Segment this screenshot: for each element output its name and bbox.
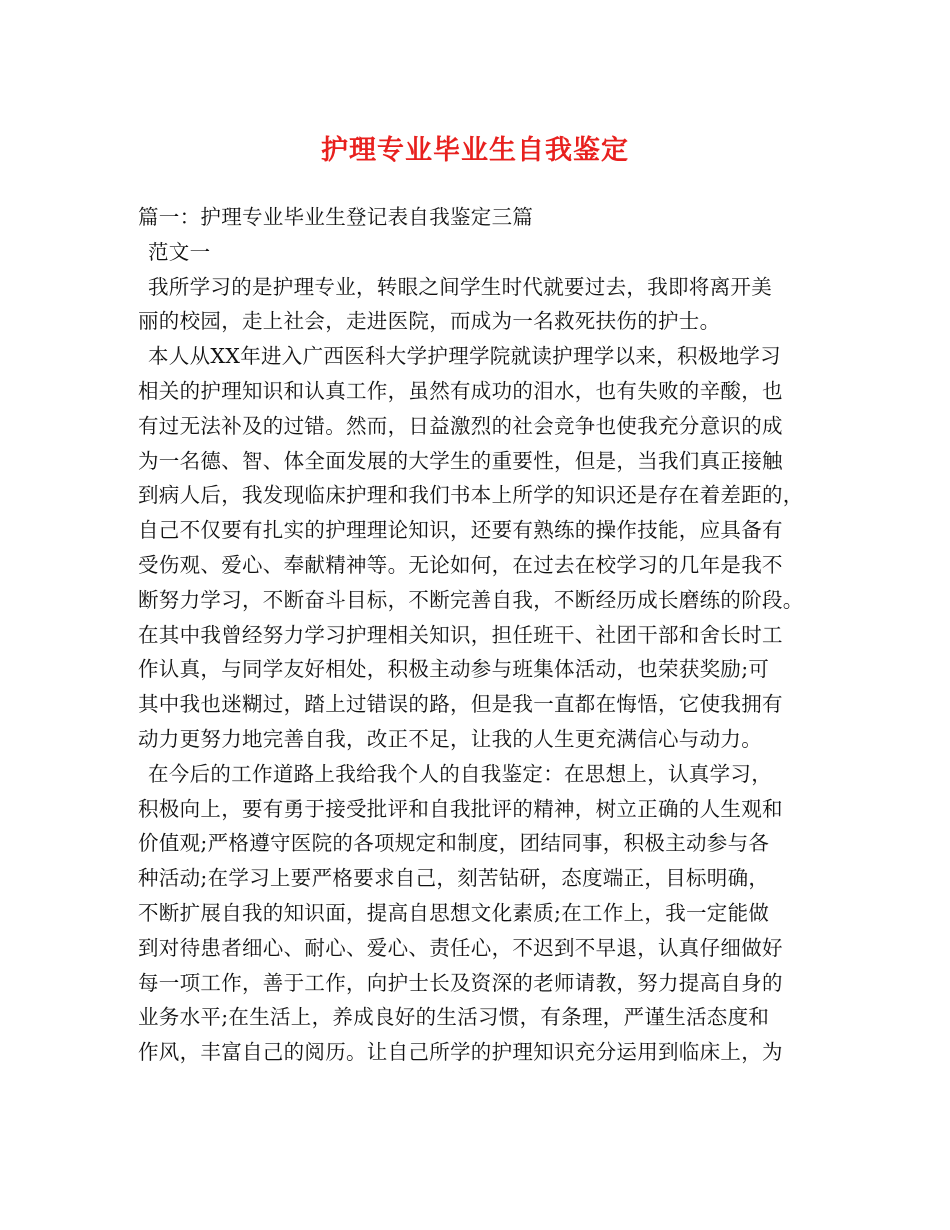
body-line: 断努力学习，不断奋斗目标，不断完善自我，不断经历成长磨练的阶段。	[138, 587, 804, 612]
body-line: 其中我也迷糊过，踏上过错误的路，但是我一直都在悔悟，它使我拥有	[138, 692, 783, 717]
body-line: 业务水平;在生活上，养成良好的生活习惯，有条理，严谨生活态度和	[138, 1005, 770, 1030]
body-line: 种活动;在学习上要严格要求自己，刻苦钻研，态度端正，目标明确，	[138, 866, 770, 891]
body-line: 积极向上，要有勇于接受批评和自我批评的精神，树立正确的人生观和	[138, 796, 783, 821]
document-title: 护理专业毕业生自我鉴定	[321, 135, 629, 166]
body-line: 自己不仅要有扎实的护理理论知识，还要有熟练的操作技能，应具备有	[138, 518, 783, 543]
body-line: 不断扩展自我的知识面，提高自思想文化素质;在工作上，我一定能做	[138, 900, 770, 925]
body-line: 相关的护理知识和认真工作，虽然有成功的泪水，也有失败的辛酸，也	[138, 378, 783, 403]
document-body	[138, 200, 828, 1070]
body-line: 本人从XX年进入广西医科大学护理学院就读护理学以来，积极地学习	[148, 344, 781, 369]
body-line: 每一项工作，善于工作，向护士长及资深的老师请教，努力提高自身的	[138, 970, 783, 995]
body-line: 在今后的工作道路上我给我个人的自我鉴定：在思想上，认真学习，	[148, 761, 772, 786]
body-line: 有过无法补及的过错。然而，日益激烈的社会竞争也使我充分意识的成	[138, 413, 783, 438]
body-line: 到对待患者细心、耐心、爱心、责任心，不迟到不早退，认真仔细做好	[138, 935, 783, 960]
body-line: 动力更努力地完善自我，改正不足，让我的人生更充满信心与动力。	[138, 726, 762, 751]
body-line: 丽的校园，走上社会，走进医院，而成为一名救死扶伤的护士。	[138, 309, 721, 334]
body-line: 作风，丰富自己的阅历。让自己所学的护理知识充分运用到临床上，为	[138, 1040, 783, 1065]
body-line: 到病人后，我发现临床护理和我们书本上所学的知识还是存在着差距的，	[138, 483, 804, 508]
section-heading: 篇一：护理专业毕业生登记表自我鉴定三篇	[138, 205, 534, 229]
body-line: 为一名德、智、体全面发展的大学生的重要性，但是，当我们真正接触	[138, 448, 783, 473]
body-line: 我所学习的是护理专业，转眼之间学生时代就要过去，我即将离开美	[148, 274, 772, 299]
body-line: 作认真，与同学友好相处，积极主动参与班集体活动，也荣获奖励;可	[138, 657, 770, 682]
subsection-heading: 范文一	[148, 239, 211, 264]
body-line: 在其中我曾经努力学习护理相关知识，担任班干、社团干部和舍长时工	[138, 622, 783, 647]
body-line: 受伤观、爱心、奉献精神等。无论如何，在过去在校学习的几年是我不	[138, 552, 783, 577]
body-line: 价值观;严格遵守医院的各项规定和制度，团结同事，积极主动参与各	[138, 831, 770, 856]
